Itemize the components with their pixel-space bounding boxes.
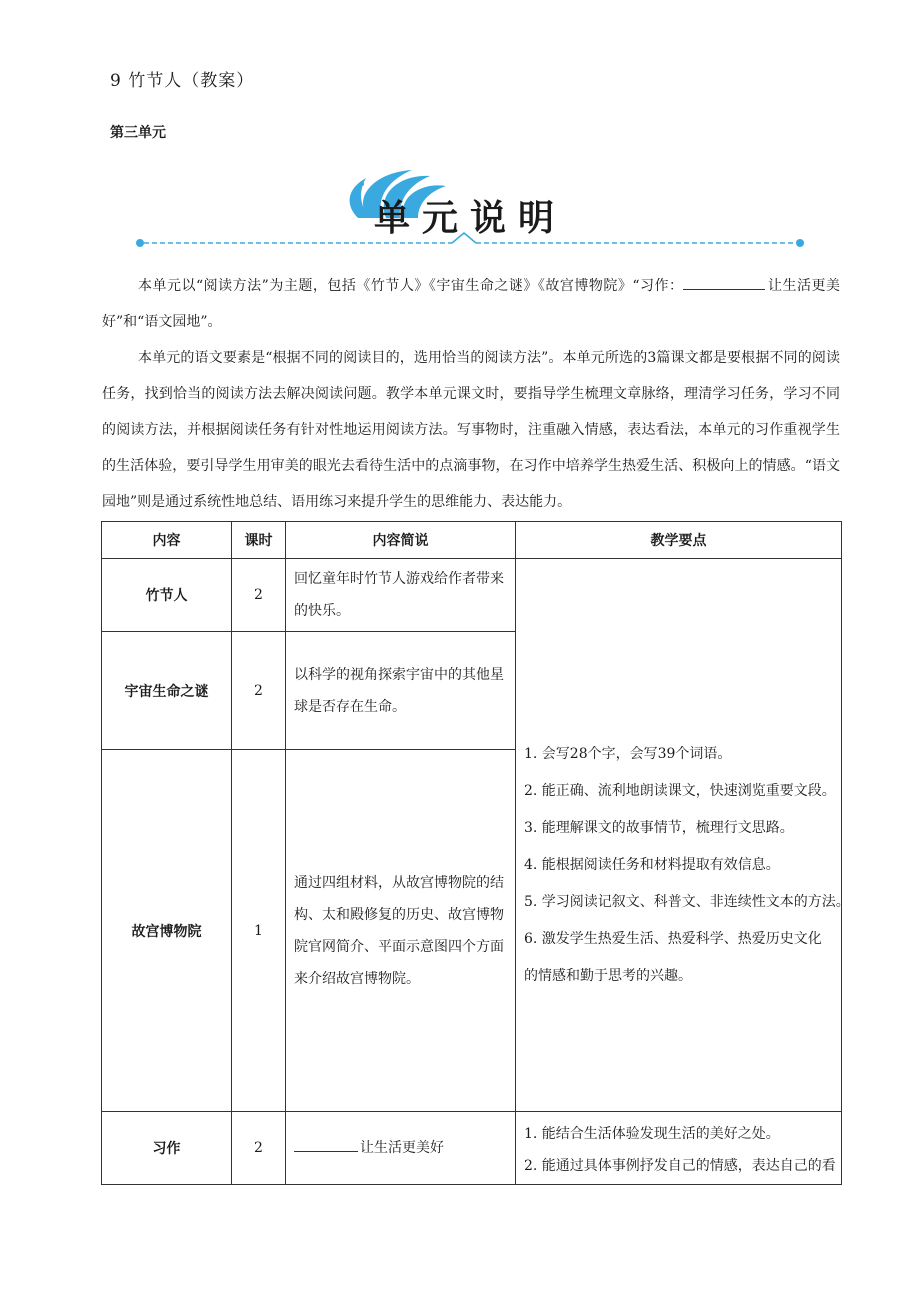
fill-blank: [683, 275, 765, 290]
banner-title: 单元说明: [373, 198, 566, 239]
unit-banner: [130, 160, 810, 255]
lesson-brief: 回忆童年时竹节人游戏给作者带来的快乐。: [286, 559, 516, 632]
teaching-points: [516, 559, 850, 1112]
point-item: 5. 学习阅读记叙文、科普文、非连续性文本的方法。: [524, 893, 850, 910]
lesson-brief-text: 让生活更美好: [360, 1140, 444, 1156]
point-item: 1. 会写28个字，会写39个词语。: [524, 745, 732, 762]
table-header-row: [102, 522, 842, 559]
intro-paragraph-1: [102, 268, 840, 340]
lesson-brief: 以科学的视角探索宇宙中的其他星球是否存在生命。: [286, 632, 516, 750]
lesson-hours: 1: [232, 750, 286, 1112]
lesson-name: 宇宙生命之谜: [102, 632, 232, 750]
lesson-name: 习作: [102, 1112, 232, 1185]
page-title: 9 竹节人（教案）: [110, 71, 255, 91]
header-points: 教学要点: [516, 522, 842, 559]
lesson-brief: 通过四组材料，从故宫博物院的结构、太和殿修复的历史、故宫博物院官网简介、平面示意图四个方面来介绍故宫博物院。: [286, 750, 516, 1112]
unit-overview-table: [101, 521, 850, 1185]
lesson-name: 故宫博物院: [102, 750, 232, 1112]
header-hours: 课时: [232, 522, 286, 559]
unit-label: 第三单元: [110, 125, 166, 141]
fill-blank: [294, 1137, 358, 1152]
header-brief: 内容简说: [286, 522, 516, 559]
writing-points: [516, 1112, 842, 1185]
intro-paragraph-2: 本单元的语文要素是“根据不同的阅读目的，选用恰当的阅读方法”。本单元所选的3篇课文都是要根据不同的阅读任务，找到恰当的阅读方法去解决阅读问题。教学本单元课文时，要指导学生梳理文章脉络，理清学习任务，学习不同的阅读方法，并根据阅读任务有针对性地运用阅读方法。写事物时，注重融入情感，表达看法，本单元的习作重视学生的生活体验，要引导学生用审美的眼光去看待生活中的点滴事物，在习作中培养学生热爱生活、积极向上的情感。“语文园地”则是通过系统性地总结、语用练习来提升学生的思维能力、表达能力。: [102, 350, 840, 510]
header-content: 内容: [102, 522, 232, 559]
point-item: 6. 激发学生热爱生活、热爱科学、热爱历史文化的情感和勤于思考的兴趣。: [524, 930, 822, 984]
point-item: 3. 能理解课文的故事情节，梳理行文思路。: [524, 819, 794, 836]
lesson-hours: 2: [232, 1112, 286, 1185]
intro-p1-text-end: 让生活更美好”和“语文园地”。: [102, 278, 840, 330]
point-item: 2. 能正确、流利地朗读课文，快速浏览重要文段。: [524, 782, 836, 799]
intro-p1-text: 本单元以“阅读方法”为主题，包括《竹节人》《宇宙生命之谜》《故宫博物院》“习作：: [138, 278, 684, 294]
table-row: [102, 1112, 842, 1185]
point-item: 4. 能根据阅读任务和材料提取有效信息。: [524, 856, 780, 873]
point-item: 2. 能通过具体事例抒发自己的情感，表达自己的看: [524, 1158, 836, 1174]
point-item: 1. 能结合生活体验发现生活的美好之处。: [524, 1126, 780, 1142]
lesson-name: 竹节人: [102, 559, 232, 632]
lesson-hours: 2: [232, 632, 286, 750]
lesson-hours: 2: [232, 559, 286, 632]
lesson-brief: [286, 1112, 516, 1185]
table-row: [102, 559, 842, 632]
